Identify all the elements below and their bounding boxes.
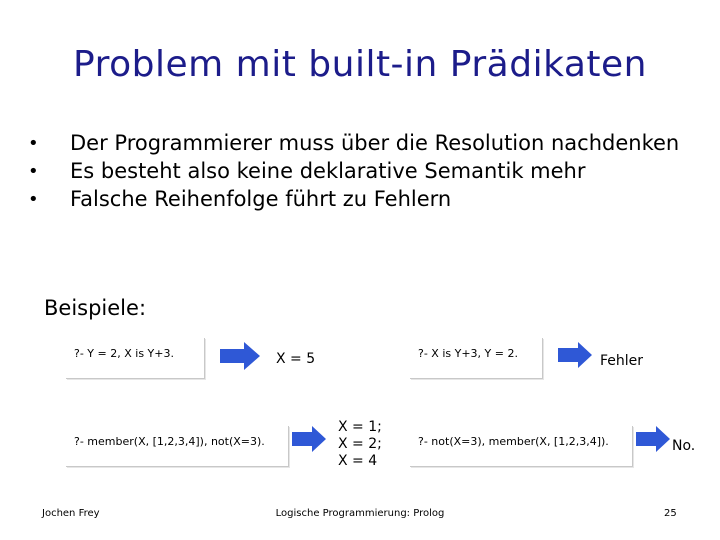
bullet-item xyxy=(28,186,688,213)
result-line: X = 4 xyxy=(338,453,378,469)
query-box xyxy=(66,426,289,467)
footer-author: Jochen Frey xyxy=(42,508,100,519)
query-result: X = 5 xyxy=(276,351,316,367)
slide-title: Problem mit built-in Prädikaten xyxy=(73,44,647,85)
arrow-right-icon xyxy=(290,424,328,454)
footer-course: Logische Programmierung: Prolog xyxy=(275,508,445,519)
bullet-list xyxy=(28,130,688,214)
query-result: Fehler xyxy=(600,353,644,369)
query-box xyxy=(410,426,633,467)
result-line: X = 1; xyxy=(338,419,382,435)
bullet-icon: • xyxy=(28,133,39,154)
bullet-text: Es besteht also keine deklarative Semantik mehr xyxy=(70,159,586,183)
query-result: No. xyxy=(672,438,696,454)
arrow-right-icon xyxy=(634,424,672,454)
result-line: X = 2; xyxy=(338,436,382,452)
arrow-right-icon xyxy=(556,340,594,370)
bullet-item xyxy=(28,130,688,157)
query-text: ?- member(X, [1,2,3,4]), not(X=3). xyxy=(74,435,265,448)
query-result xyxy=(338,419,382,470)
query-text: ?- not(X=3), member(X, [1,2,3,4]). xyxy=(418,435,609,448)
bullet-icon: • xyxy=(28,161,39,182)
query-box xyxy=(410,338,543,379)
bullet-item xyxy=(28,158,688,185)
bullet-text: Der Programmierer muss über die Resolution nachdenken xyxy=(70,131,680,155)
query-box xyxy=(66,338,205,379)
examples-heading: Beispiele: xyxy=(44,296,147,320)
page-number: 25 xyxy=(664,508,677,519)
query-text: ?- Y = 2, X is Y+3. xyxy=(74,347,174,360)
arrow-right-icon xyxy=(218,340,262,372)
bullet-icon: • xyxy=(28,189,39,210)
query-text: ?- X is Y+3, Y = 2. xyxy=(418,347,518,360)
bullet-text: Falsche Reihenfolge führt zu Fehlern xyxy=(70,187,452,211)
